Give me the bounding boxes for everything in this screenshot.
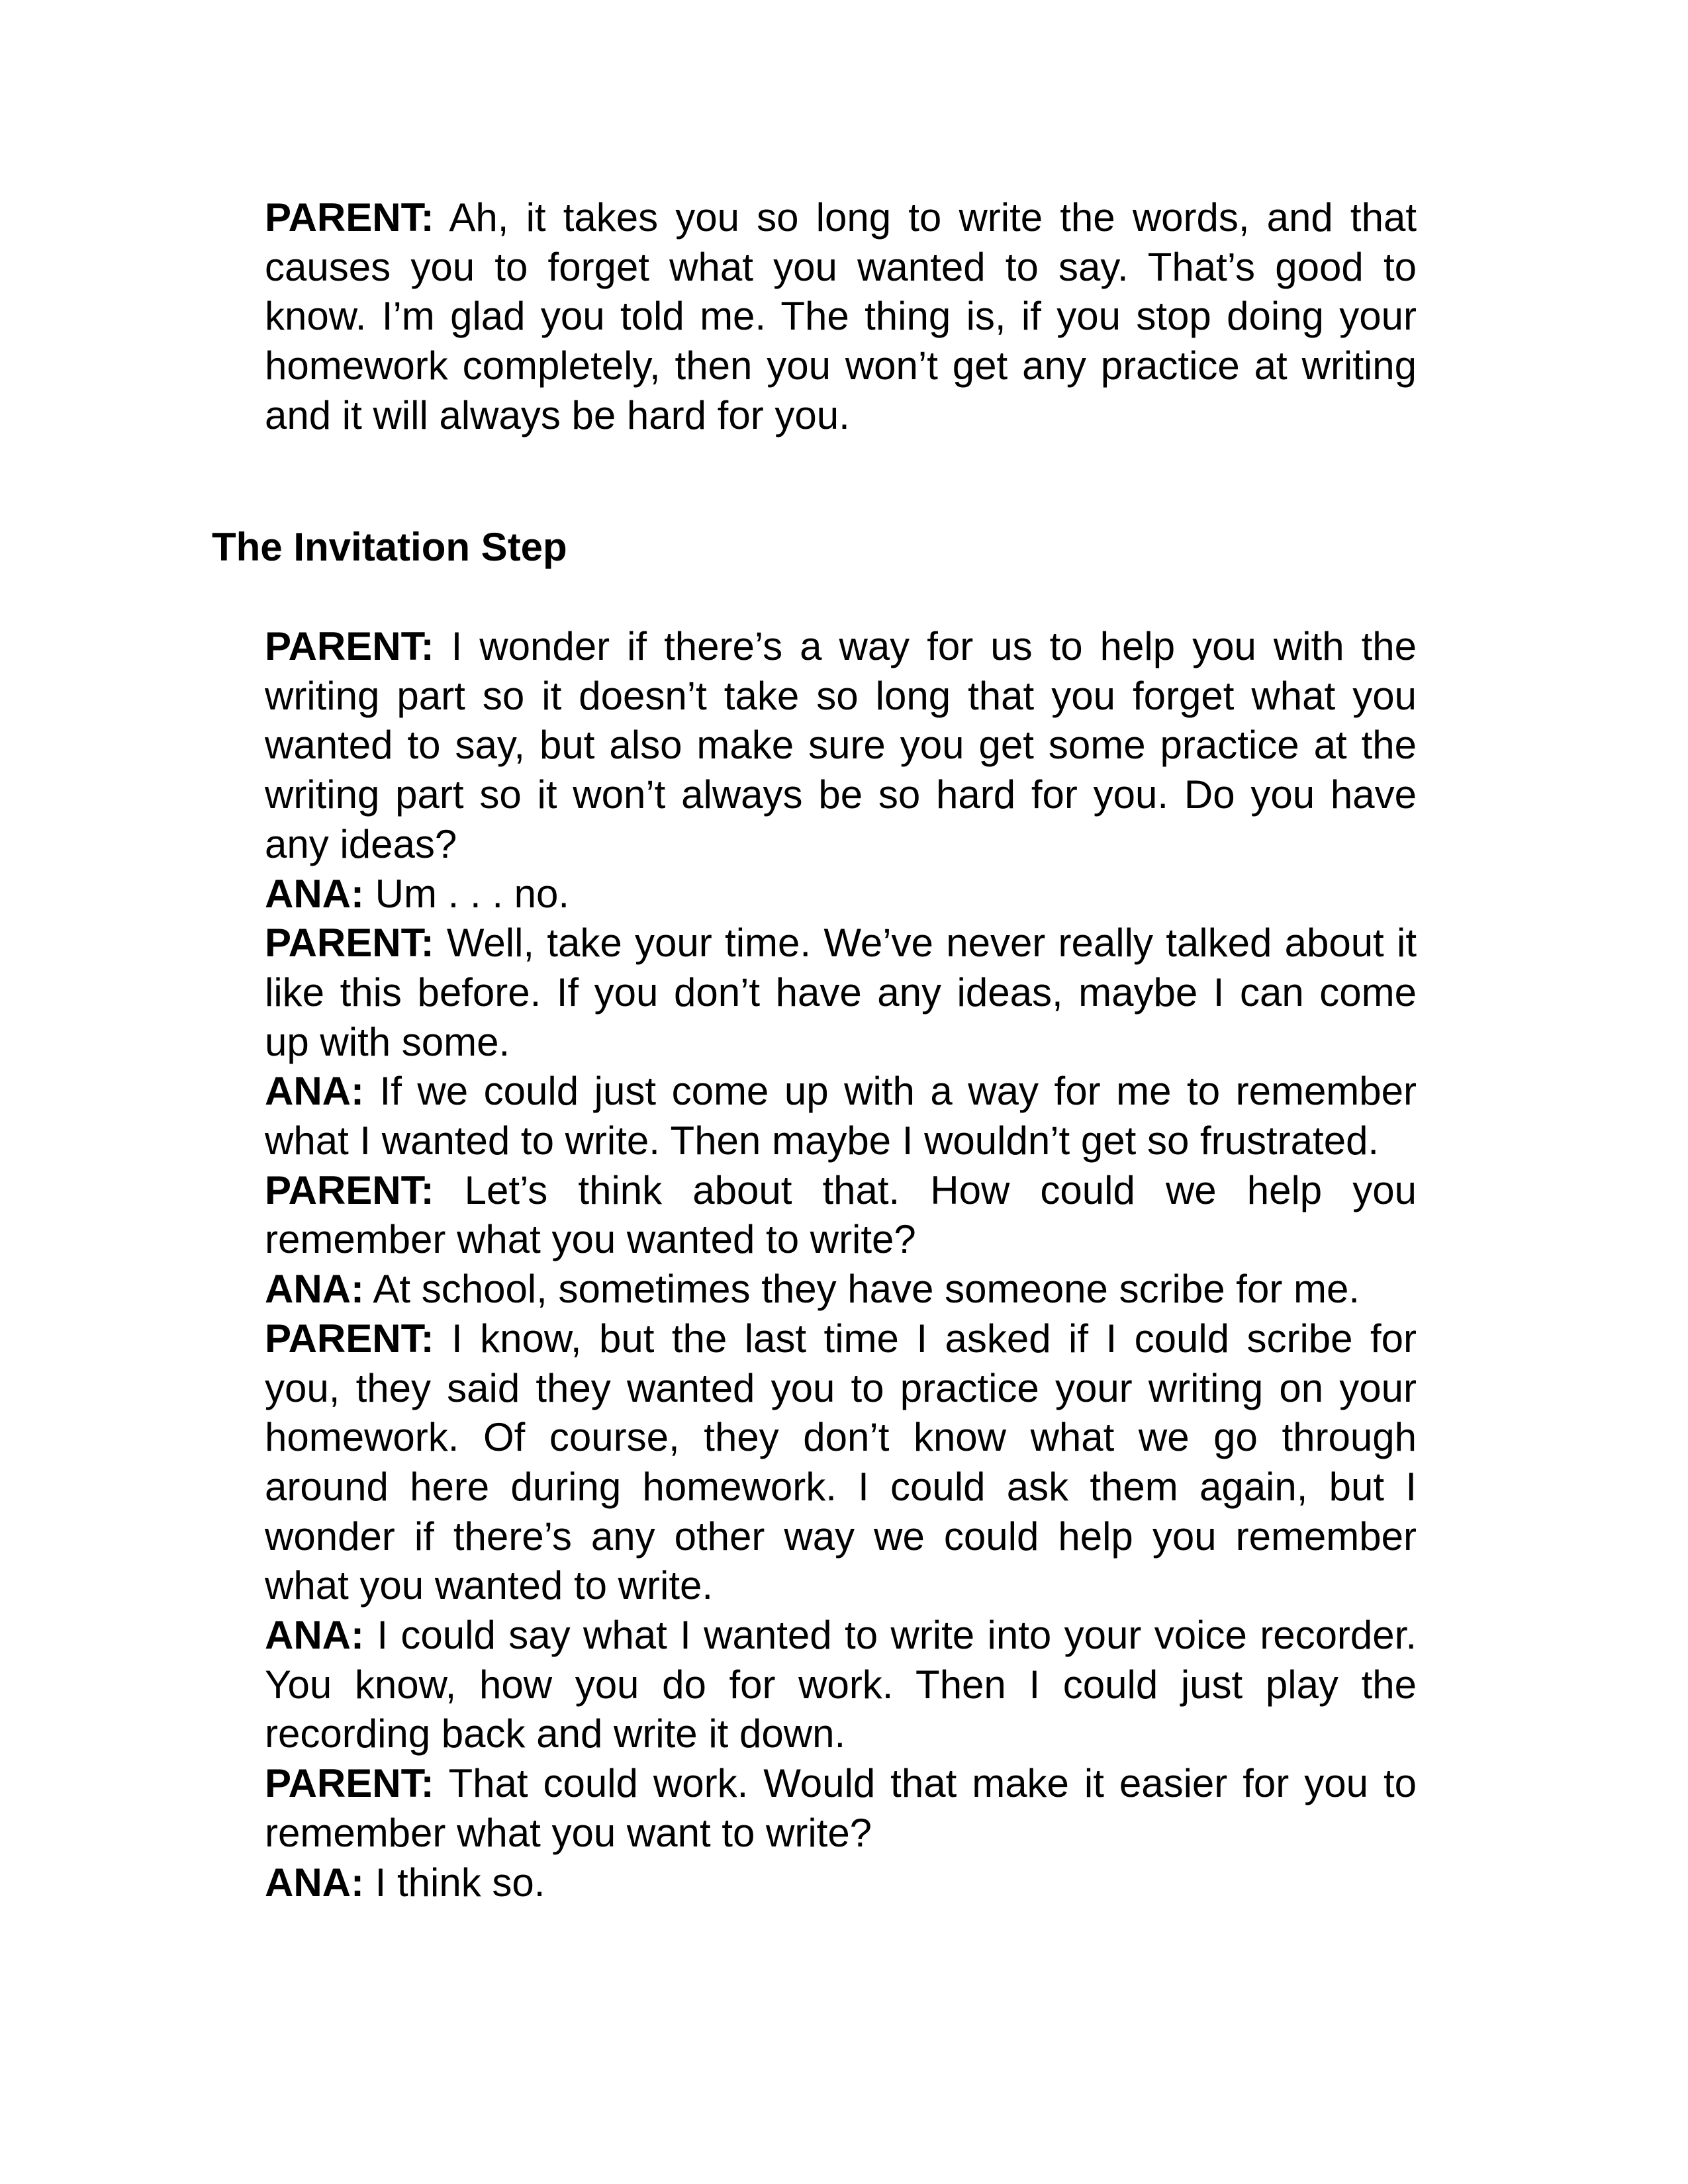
dialogue-turn — [265, 1265, 1417, 1314]
dialogue-text: If we could just come up with a way for me to remember what I wanted to write. Then maybe I wouldn’t get so frustrated. — [265, 1069, 1417, 1163]
speaker-label: ANA: — [265, 1613, 364, 1658]
speaker-label: PARENT: — [265, 921, 434, 966]
speaker-label: PARENT: — [265, 624, 434, 668]
dialogue-turn — [265, 1166, 1417, 1265]
speaker-label: ANA: — [265, 1069, 364, 1114]
speaker-label: PARENT: — [265, 195, 434, 240]
speaker-label: PARENT: — [265, 1167, 434, 1212]
dialogue-turn — [265, 1759, 1417, 1858]
dialogue-turn — [265, 622, 1417, 870]
dialogue-turn — [265, 193, 1417, 441]
speaker-label: ANA: — [265, 1267, 364, 1312]
dialogue-turn — [265, 1858, 1417, 1908]
speaker-label: PARENT: — [265, 1316, 434, 1361]
dialogue-text: I think so. — [375, 1860, 545, 1905]
section-heading: The Invitation Step — [212, 525, 567, 569]
dialogue-block-intro — [265, 193, 1417, 441]
dialogue-turn — [265, 870, 1417, 919]
dialogue-turn — [265, 1067, 1417, 1165]
dialogue-text: That could work. Would that make it easier for you to remember what you want to write? — [265, 1761, 1417, 1855]
dialogue-text: Um . . . no. — [375, 871, 570, 916]
speaker-label: ANA: — [265, 871, 364, 916]
dialogue-text: I could say what I wanted to write into your voice recorder. You know, how you do for work. Then I could just play the recording back and write it down. — [265, 1613, 1417, 1756]
dialogue-turn — [265, 1314, 1417, 1611]
dialogue-text: At school, sometimes they have someone scribe for me. — [373, 1267, 1360, 1312]
dialogue-text: Well, take your time. We’ve never really talked about it like this before. If you don’t have any ideas, maybe I can come up with some. — [265, 921, 1417, 1064]
dialogue-block-invitation — [265, 622, 1417, 1907]
dialogue-turn — [265, 1611, 1417, 1759]
speaker-label: ANA: — [265, 1860, 364, 1905]
dialogue-text: Let’s think about that. How could we help you remember what you wanted to write? — [265, 1167, 1417, 1262]
dialogue-text: I know, but the last time I asked if I could scribe for you, they said they wanted you to practice your writing on your homework. Of course, they don’t know what we go through around here during homework. I could ask them again, but I wonder if there’s any other way we could help you remember what you wanted to write. — [265, 1316, 1417, 1608]
dialogue-text: I wonder if there’s a way for us to help you with the writing part so it doesn’t take so long that you forget what you wanted to say, but also make sure you get some practice at the writing part so it won’t always be so hard for you. Do you have any ideas? — [265, 624, 1417, 866]
dialogue-text: Ah, it takes you so long to write the words, and that causes you to forget what you wanted to say. That’s good to know. I’m glad you told me. The thing is, if you stop doing your homework completely, then you won’t get any practice at writing and it will always be hard for you. — [265, 195, 1417, 437]
dialogue-turn — [265, 919, 1417, 1067]
speaker-label: PARENT: — [265, 1761, 434, 1806]
